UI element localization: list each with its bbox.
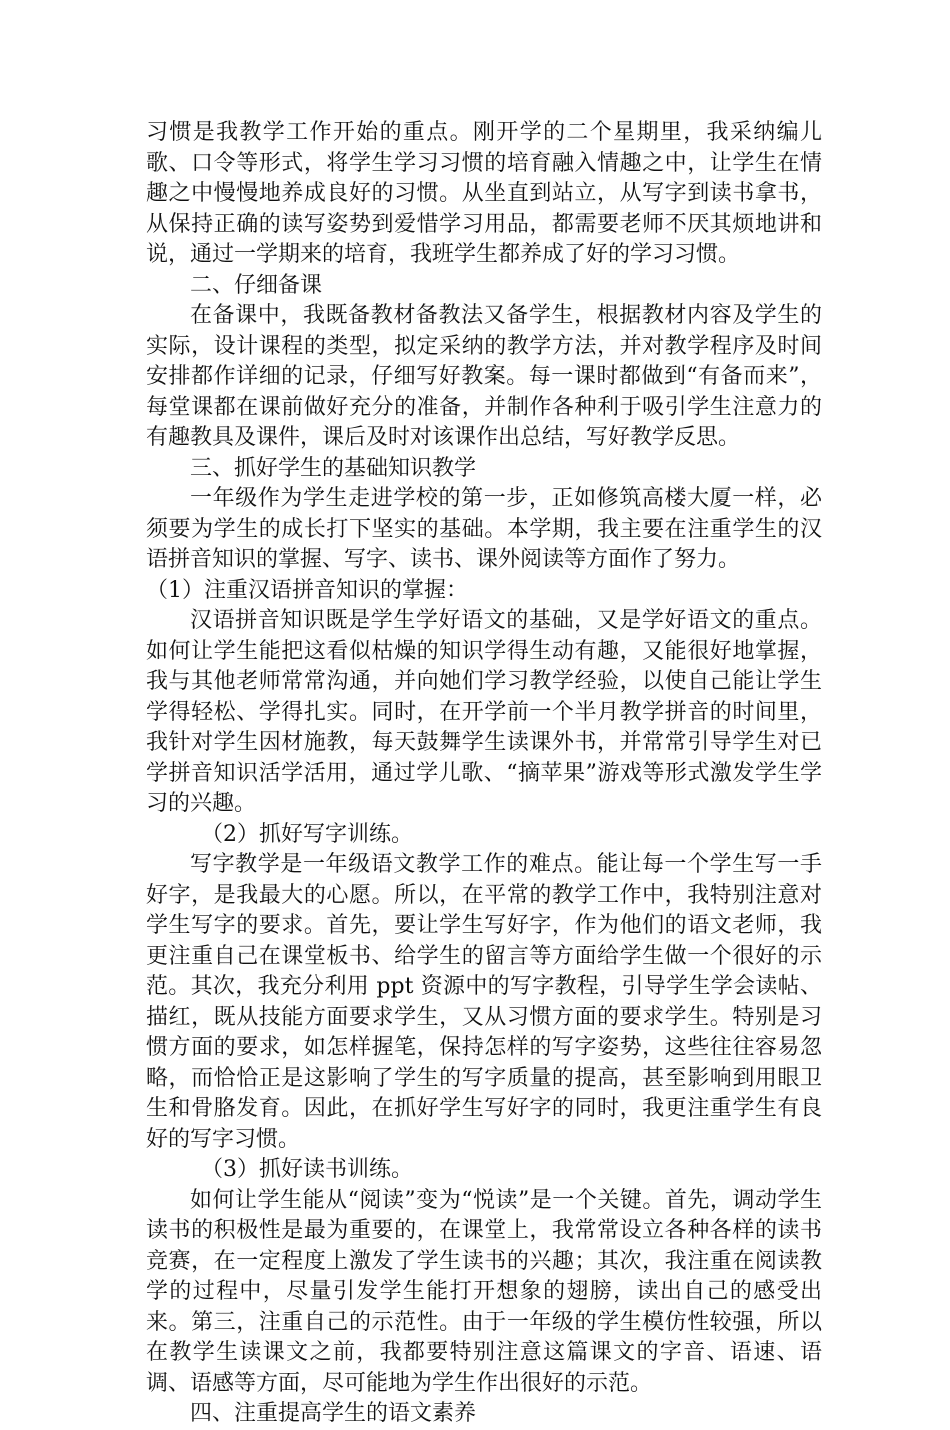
subheading-pinyin: （1）注重汉语拼音知识的掌握： — [146, 577, 468, 603]
section-heading-literacy: 四、注重提高学生的语文素养 — [190, 1401, 477, 1426]
paragraph-pinyin: 汉语拼音知识既是学生学好语文的基础，又是学好语文的重点。如何让学生能把这看似枯燥的知识学得生动有趣，又能很好地掌握，我与其他老师常常沟通，并向她们学习教学经验，以使自己能让学生学得轻松、学得扎实。同时，在开学前一个半月教学拼音的时间里，我针对学生因材施教，每天鼓舞学生读课外书，并常常引导学生对已学拼音知识活学活用，通过学儿歌、“摘苹果”游戏等形式激发学生学习的兴趣。 — [146, 608, 822, 816]
paragraph-lesson-prep: 在备课中，我既备教材备教法又备学生，根据教材内容及学生的实际，设计课程的类型，拟定采纳的教学方法，并对教学程序及时间安排都作详细的记录，仔细写好教案。每一课时都做到“有备而来”，每堂课都在课前做好充分的准备，并制作各种利于吸引学生注意力的有趣教具及课件，课后及时对该课作出总结，写好教学反思。 — [146, 303, 822, 450]
paragraph-writing: 写字教学是一年级语文教学工作的难点。能让每一个学生写一手好字，是我最大的心愿。所以，在平常的教学工作中，我特别注意对学生写字的要求。首先，要让学生写好字，作为他们的语文老师，我更注重自己在课堂板书、给学生的留言等方面给学生做一个很好的示范。其次，我充分利用 ppt 资源中的写字教程，引导学生学会读帖、描红，既从技能方面要求学生，又从习惯方面的要求学生。特别是习惯方面的要求，如怎样握笔，保持怎样的写字姿势，这些往往容易忽略，而恰恰正是这影响了学生的写字质量的提高，甚至影响到用眼卫生和骨胳发育。因此，在抓好学生写好字的同时，我更注重学生有良好的写字习惯。 — [146, 852, 822, 1152]
subheading-writing: （2）抓好写字训练。 — [201, 821, 413, 847]
section-heading-lesson-prep: 二、仔细备课 — [190, 272, 323, 298]
paragraph-study-habits: 习惯是我教学工作开始的重点。刚开学的二个星期里，我采纳编儿歌、口令等形式，将学生学习习惯的培育融入情趣之中，让学生在情趣之中慢慢地养成良好的习惯。从坐直到站立，从写字到读书拿书，从保持正确的读写姿势到爱惜学习用品，都需要老师不厌其烦地讲和说，通过一学期来的培育，我班学生都养成了好的学习习惯。 — [146, 120, 822, 267]
subheading-reading: （3）抓好读书训练。 — [201, 1157, 413, 1182]
document-body — [146, 118, 822, 1430]
paragraph-basic-knowledge: 一年级作为学生走进学校的第一步，正如修筑高楼大厦一样，必须要为学生的成长打下坚实的基础。本学期，我主要在注重学生的汉语拼音知识的掌握、写字、读书、课外阅读等方面作了努力。 — [146, 486, 822, 572]
section-heading-basic-knowledge: 三、抓好学生的基础知识教学 — [190, 455, 477, 481]
paragraph-reading: 如何让学生能从“阅读”变为“悦读”是一个关键。首先，调动学生读书的积极性是最为重要的，在课堂上，我常常设立各种各样的读书竞赛，在一定程度上激发了学生读书的兴趣；其次，我注重在阅读教学的过程中，尽量引发学生能打开想象的翅膀，读出自己的感受出来。第三，注重自己的示范性。由于一年级的学生模仿性较强，所以在教学生读课文之前，我都要特别注意这篇课文的字音、语速、语调、语感等方面，尽可能地为学生作出很好的示范。 — [146, 1187, 822, 1396]
